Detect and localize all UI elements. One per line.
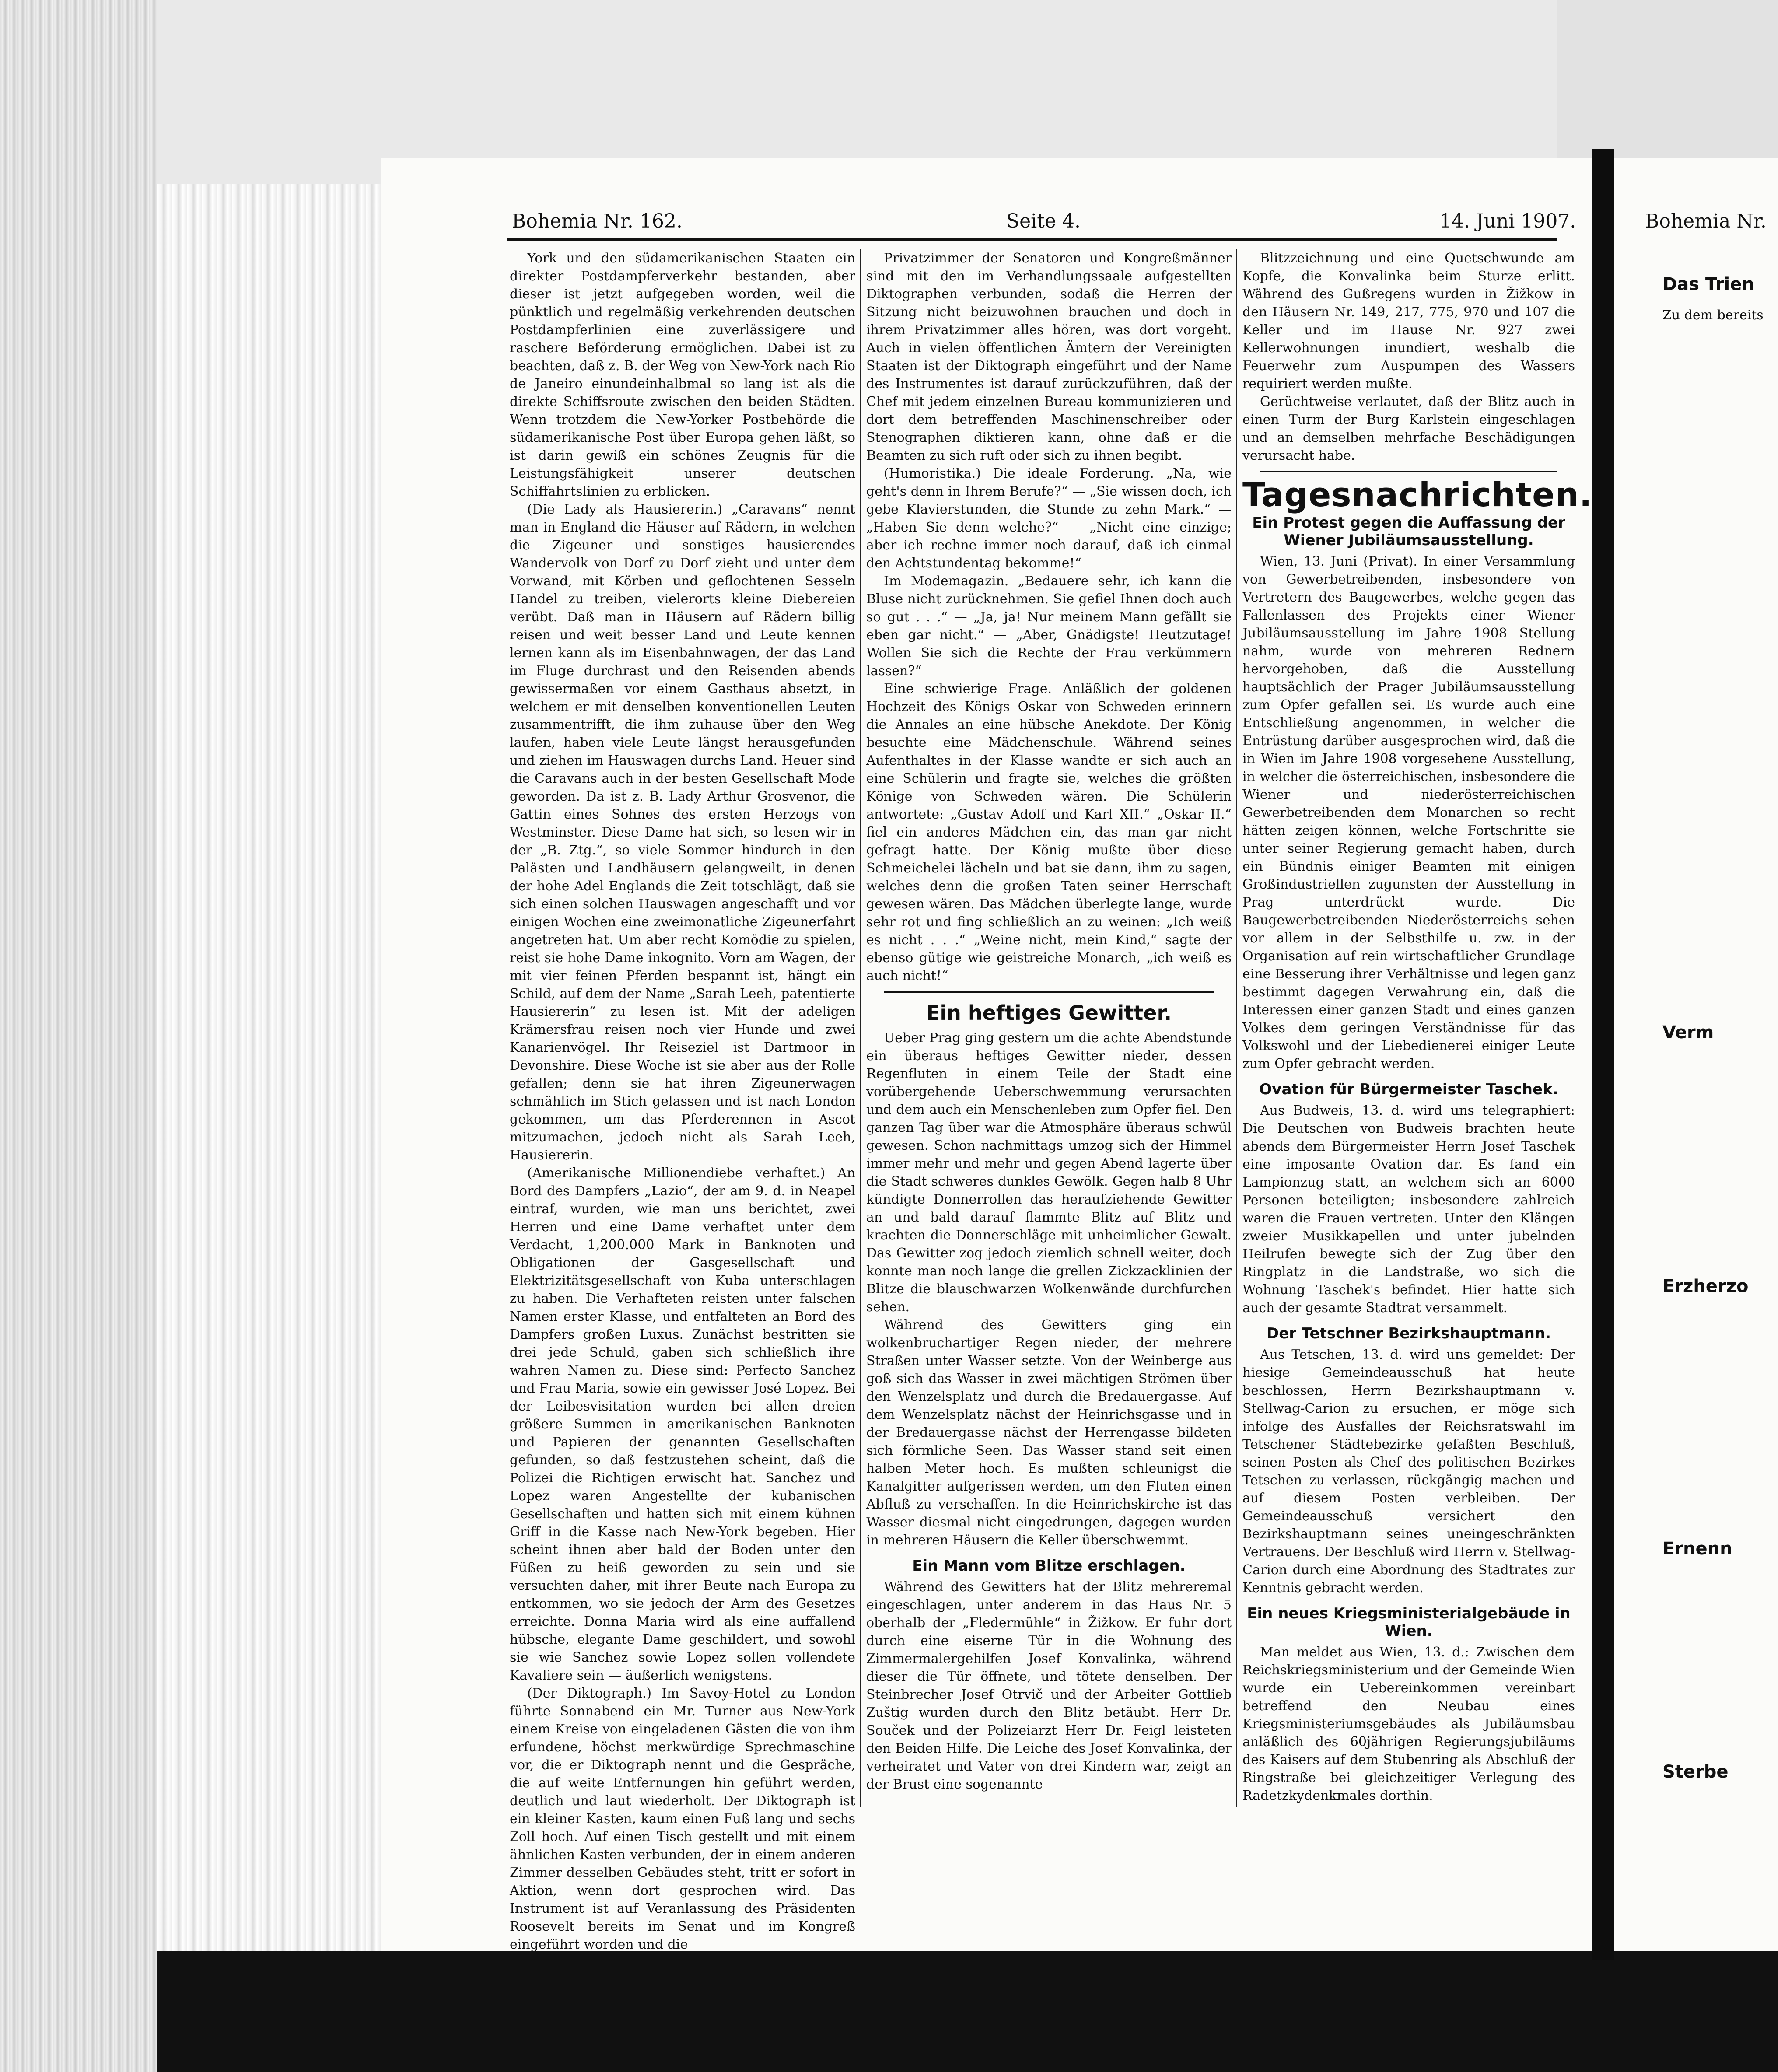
article-text: Während des Gewitters hat der Blitz mehreremal eingeschlagen, unter anderem in das Haus Nr. 5 oberhalb der „Fledermühle“ in Žižkow. Er fuhr dort durch eine eiserne Tür in die Wohnung des Zimmermalergehilfen Josef Konvalinka, während dieser die Tür öffnete, und tötete denselben. Der Steinbrecher Josef Otrvič und der Arbeiter Gottlieb Zuštig wurden durch den Blitz betäubt. Herr Dr. Souček und der Polizeiarzt Herr Dr. Feigl leisteten den Beiden Hilfe. Die Leiche des Josef Konvalinka, der verheiratet und Vater von drei Kindern war, zeigt an der Brust eine sogenannte [866,1579,1232,1792]
headline-ovation: Ovation für Bürgermeister Taschek. [1259,1081,1558,1098]
next-page-headline: Sterbe [1662,1762,1729,1782]
article-text: York und den südamerikanischen Staaten ein direkter Postdampferverkehr bestanden, aber dieser ist jetzt aufgegeben worden, weil die pünktlich und regelmäßig verkehrenden deutschen Postdampferlinien eine zuverlässigere und raschere Beförderung ermöglichen. Dabei ist zu beachten, daß z. B. der Weg von New-York nach Rio de Janeiro einundeinhalbmal so lang ist als die direkte Schiffsroute zwischen den beiden Städten. Wenn trotzdem die New-Yorker Postbehörde die südamerikanische Post über Europa gehen läßt, so ist darin gewiß ein schönes Zeugnis für die Leistungsfähigkeit unserer deutschen Schiffahrtslinien zu erblicken. [510,251,855,499]
headline-tetschen: Der Tetschner Bezirkshauptmann. [1266,1325,1551,1342]
next-page-headline: Erzherzo [1662,1276,1749,1296]
article-text: (Die Lady als Hausiererin.) „Caravans“ nennt man in England die Häuser auf Rädern, in welchen die Zigeuner und sonstiges hausierendes Wandervolk von Dorf zu Dorf zieht und unter dem Vorwand, mit Körben und geflochtenen Sesseln Handel zu treiben, vielerorts kleine Diebereien verübt. Daß man in Häusern auf Rädern billig reisen und weit besser Land und Leute kennen lernen kann als im Eisenbahnwagen, der das Land im Fluge durchrast und den Reisenden abends gewissermaßen vor einem Gasthaus absetzt, in welchem er mit denselben konventionellen Leuten zusammentrifft, die ihm zuhause über den Weg laufen, haben viele Leute längst herausgefunden und ziehen im Hauswagen durchs Land. Heuer sind die Caravans auch in der besten Gesellschaft Mode geworden. Da ist z. B. Lady Arthur Grosvenor, die Gattin eines Sohnes des ersten Herzogs von Westminster. Diese Dame hat sich, so lesen wir in der „B. Ztg.“, so viele Sommer hindurch in den Palästen und Landhäusern gelangweilt, in denen der hohe Adel Englands die Zeit totschlägt, daß sie sich einen solchen Hauswagen angeschafft und vor einigen Wochen eine zweimonatliche Zigeunerfahrt angetreten hat. Um aber recht Komödie zu spielen, reist sie hohe Dame inkognito. Vorn am Wagen, der mit vier feinen Pferden bespannt ist, hängt ein Schild, auf dem der Name „Sarah Leeh, patentierte Hausiererin“ zu lesen ist. Mit der adeligen Krämersfrau reisen noch vier Hunde und zwei Kanarienvögel. Ihr Reiseziel ist Dartmoor in Devonshire. Diese Woche ist sie aber aus der Rolle gefallen; denn sie hat ihren Zigeunerwagen schmählich im Stich gelassen und ist nach London gekommen, um das Pferderennen in Ascot mitzumachen, jedoch nicht als Sarah Leeh, Hausiererin. [510,502,855,1163]
header-publication: Bohemia Nr. 162. [512,210,682,232]
column-separator [860,249,861,1807]
article-text: Aus Budweis, 13. d. wird uns telegraphiert: Die Deutschen von Budweis brachten heute abends dem Bürgermeister Herrn Josef Taschek eine imposante Ovation dar. Es fand ein Lampionzug statt, an welchem sich an 6000 Personen beteiligten; insbesondere zahlreich waren die Frauen vertreten. Unter den Klängen zweier Musikkapellen und unter jubelnden Heilrufen bewegte sich der Zug über den Ringplatz in die Landstraße, wo sich die Wohnung Taschek's befindet. Hier hatte sich auch der gesamte Stadtrat versammelt. [1242,1103,1575,1316]
scan-background-left [0,0,158,2072]
subheadline-blitz: Ein Mann vom Blitze erschlagen. [912,1557,1186,1575]
article-text: (Amerikanische Millionendiebe verhaftet.) An Bord des Dampfers „Lazio“, der am 9. d. in Neapel eintraf, wurden, wie man uns berichtet, zwei Herren und eine Dame verhaftet unter dem Verdacht, 1,200.000 Mark in Banknoten und Obligationen der Gasgesellschaft und Elektrizitätsgesellschaft von Kuba unterschlagen zu haben. Die Verhafteten reisten unter falschen Namen erster Klasse, und entfalteten an Bord des Dampfers großen Luxus. Zunächst bestritten sie drei jede Schuld, gaben sich schließlich ihre wahren Namen zu. Diese sind: Perfecto Sanchez und Frau Maria, sowie ein gewisser José Lopez. Bei der Leibesvisitation wurden bei allen dreien größere Summen in amerikanischen Banknoten und Papieren der genannten Gesellschaften gefunden, so daß festzustehen scheint, daß die Polizei die Richtigen erwischt hat. Sanchez und Lopez waren Angestellte der kubanischen Gesellschaften und hatten sich mit einem kühnen Griff in die Kasse nach New-York begeben. Hier scheint ihnen aber bald der Boden unter den Füßen zu heiß geworden zu sein und sie versuchten daher, mit ihrer Beute nach Europa zu entkommen, wo sie jedoch der Arm des Gesetzes erreichte. Donna Maria wird als eine auffallend hübsche, elegante Dame geschildert, und sowohl sie wie Sanchez sowie Lopez sollen vollendete Kavaliere sein — äußerlich wenigstens. [510,1166,855,1683]
header-page-number: Seite 4. [1006,210,1081,232]
article-text: Privatzimmer der Senatoren und Kongreßmänner sind mit den im Verhandlungssaale aufgestellten Diktographen verbunden, sodaß die Herren der Sitzung nicht beizuwohnen brauchen und doch in ihrem Privatzimmer alles hören, was dort vorgeht. Auch in vielen öffentlichen Ämtern der Vereinigten Staaten ist der Diktograph eingeführt und der Name des Instrumentes ist darauf zurückzuführen, daß der Chef mit jedem einzelnen Bureau kommunizieren und dort dem betreffenden Maschinenschreiber oder Stenographen diktieren kann, ohne daß er die Beamten zu sich ruft oder sich zu ihnen begibt. [866,251,1232,463]
article-text: Man meldet aus Wien, 13. d.: Zwischen dem Reichskriegsministerium und der Gemeinde Wien wurde ein Uebereinkommen vereinbart betreffend den Neubau eines Kriegsministeriumsgebäudes als Jubiläumsbau anläßlich des 60jährigen Regierungsjubiläums des Kaisers auf dem Stubenring als Abschluß der Ringstraße bei gleichzeitiger Verlegung des Radetzkydenkmales dorthin. [1242,1645,1575,1803]
section-rule [884,991,1214,993]
headline-kriegsministerium: Ein neues Kriegsministerialgebäude in Wien. [1247,1605,1571,1640]
article-text: Gerüchtweise verlautet, daß der Blitz auch in einen Turm der Burg Karlstein eingeschlagen und an demselben mehrfache Beschädigungen verursacht habe. [1242,394,1575,463]
book-page-edges [158,184,385,1951]
column-3 [1242,249,1592,1807]
next-page-header: Bohemia Nr. [1645,210,1767,232]
column-1 [510,249,855,1952]
next-page-headline: Das Trien [1662,274,1754,294]
column-2 [866,249,1232,1807]
article-text: Eine schwierige Frage. Anläßlich der goldenen Hochzeit des Königs Oskar von Schweden erinnern die Annales an eine hübsche Anekdote. Der König besuchte eine Mädchenschule. Während seines Aufenthaltes in der Klasse wandte er sich auch an eine Schülerin und fragte sie, welches die größten Könige von Schweden wären. Die Schülerin antwortete: „Gustav Adolf und Karl XII.“ „Oskar II.“ fiel ein anderes Mädchen ein, das man gar nicht gefragt hatte. Der König mußte über diese Schmeichelei lächeln und bat sie dann, ihm zu sagen, welches denn die großen Taten seiner Herrschaft gewesen wären. Das Mädchen überlegte lange, wurde sehr rot und fing schließlich an zu weinen: „Ich weiß es nicht . . .“ „Weine nicht, mein Kind,“ sagte der ebenso gütige wie geistreiche Monarch, „ich weiß es auch nicht!“ [866,681,1232,984]
article-text: Wien, 13. Juni (Privat). In einer Versammlung von Gewerbetreibenden, insbesondere von Vertretern des Baugewerbes, welche gegen das Fallenlassen des Projekts einer Wiener Jubiläumsausstellung im Jahre 1908 Stellung nahm, wurde von mehreren Rednern hervorgehoben, daß die Ausstellung hauptsächlich der Prager Jubiläumsausstellung zum Opfer gefallen sei. Es wurde auch eine Entschließung angenommen, in welcher die Entrüstung darüber ausgesprochen wird, daß die in Wien im Jahre 1908 vorgesehene Ausstellung, in welcher die österreichischen, insbesondere die Wiener und niederösterreichischen Gewerbetreibenden dem Monarchen so recht hätten zeigen können, welche Fortschritte sie unter seiner Regierung gemacht haben, durch ein Bündnis einiger Beamten mit einigen Großindustriellen zugunsten der Ausstellung in Prag unterdrückt wurde. Die Baugewerbetreibenden Niederösterreichs sehen vor allem in der Selbsthilfe u. zw. in der Organisation auf rein wirtschaftlicher Grundlage eine Besserung ihrer Verhältnisse und legen ganz bestimmt dagegen Verwahrung ein, daß die Interessen einer ganzen Stadt und eines ganzen Volkes dem geringen Verständnisse für das Volkswohl und der Liebedienerei einiger Leute zum Opfer gebracht werden. [1242,554,1575,1071]
next-page-headline: Ernenn [1662,1539,1732,1559]
article-text: Während des Gewitters ging ein wolkenbruchartiger Regen nieder, der mehrere Straßen unter Wasser setzte. Von der Weinberge aus goß sich das Wasser in zwei mächtigen Strömen über den Wenzelsplatz und durch die Bredauergasse. Auf dem Wenzelsplatz nächst der Heinrichsgasse und in der Bredauergasse nächst der Herrengasse bildeten sich förmliche Seen. Das Wasser stand seit einen halben Meter hoch. Es mußten schleunigst die Kanalgitter aufgerissen werden, um den Fluten einen Abfluß zu verschaffen. In die Heinrichskirche ist das Wasser diesmal nicht eingedrungen, dagegen wurden in mehreren Häusern die Keller überschwemmt. [866,1317,1232,1548]
article-text: Im Modemagazin. „Bedauere sehr, ich kann die Bluse nicht zurücknehmen. Sie gefiel Ihnen doch auch so gut . . .“ — „Ja, ja! Nur meinem Mann gefällt sie eben gar nicht.“ — „Aber, Gnädigste! Heutzutage! Wollen Sie sich die Rechte der Frau verkümmern lassen?“ [866,574,1232,679]
header-rule [508,238,1558,241]
next-page [1614,158,1778,1951]
article-text: (Humoristika.) Die ideale Forderung. „Na, wie geht's denn in Ihrem Berufe?“ — „Sie wissen doch, ich gebe Klavierstunden, die Stunde zu zehn Mark.“ — „Haben Sie denn welche?“ — „Nicht eine einzige; aber ich rechne immer noch darauf, daß ich einmal den Achtstundentag bekomme!“ [866,466,1232,571]
headline-gewitter: Ein heftiges Gewitter. [926,1001,1172,1025]
article-text: (Der Diktograph.) Im Savoy-Hotel zu London führte Sonnabend ein Mr. Turner aus New-York einem Kreise von eingeladenen Gästen die von ihm erfundene, höchst merkwürdige Sprechmaschine vor, die er Diktograph nennt und die Gespräche, die auf weite Entfernungen hin geführt werden, deutlich und laut wiederholt. Der Diktograph ist ein kleiner Kasten, kaum einen Fuß lang und sechs Zoll hoch. Auf einen Tisch gestellt und mit einem ähnlichen Kasten verbunden, der in einem anderen Zimmer desselben Gebäudes steht, tritt er sofort in Aktion, wenn dort gesprochen wird. Das Instrument ist auf Veranlassung des Präsidenten Roosevelt bereits im Senat und im Kongreß eingeführt worden und die [510,1686,855,1952]
next-page-headline: Verm [1662,1022,1714,1043]
section-title-tagesnachrichten: Tagesnachrichten. [1242,475,1592,514]
next-page-text: Zu dem bereits [1662,308,1764,323]
section-rule [1260,471,1558,472]
header-date: 14. Juni 1907. [1439,210,1576,232]
headline-protest: Ein Protest gegen die Auffassung der Wiener Jubiläumsausstellung. [1252,514,1565,549]
book-gutter [1592,149,1614,1960]
article-text: Aus Tetschen, 13. d. wird uns gemeldet: Der hiesige Gemeindeausschuß hat heute beschlossen, Herrn Bezirkshauptmann v. Stellwag-Carion zu ersuchen, er möge sich infolge des Ausfalles der Reichsratswahl im Tetschener Städtebezirke gefaßten Beschluß, seinen Posten als Chef des politischen Bezirkes Tetschen zu verlassen, rückgängig machen und auf diesem Posten verbleiben. Der Gemeindeausschuß versichert den Bezirkshauptmann seines uneingeschränkten Vertrauens. Der Beschluß wird Herrn v. Stellwag-Carion durch eine Abordnung des Stadtrates zur Kenntnis gebracht werden. [1242,1347,1575,1596]
article-text: Ueber Prag ging gestern um die achte Abendstunde ein überaus heftiges Gewitter nieder, dessen Regenfluten in einem Teile der Stadt eine vorübergehende Ueberschwemmung verursachten und dem auch ein Menschenleben zum Opfer fiel. Den ganzen Tag über war die Atmosphäre überaus schwül gewesen. Schon nachmittags umzog sich der Himmel immer mehr und mehr und gegen Abend lagerte über die Stadt schweres dunkles Gewölk. Gegen halb 8 Uhr kündigte Donnerrollen das heraufziehende Gewitter an und bald darauf flammte Blitz auf Blitz und krachten die Donnerschläge mit unheimlicher Gewalt. Das Gewitter zog jedoch ziemlich schnell weiter, doch konnte man noch lange die grellen Zickzacklinien der Blitze die blauschwarzen Wolkenwände durchfurchen sehen. [866,1030,1232,1315]
article-text: Blitzzeichnung und eine Quetschwunde am Kopfe, die Konvalinka beim Sturze erlitt. Während des Gußregens wurden in Žižkow in den Häusern Nr. 149, 217, 775, 970 und 107 die Keller und im Hause Nr. 927 zwei Kellerwohnungen inundiert, weshalb die Feuerwehr zum Auspumpen des Wassers requiriert werden mußte. [1242,251,1575,392]
column-separator [1236,249,1237,1807]
